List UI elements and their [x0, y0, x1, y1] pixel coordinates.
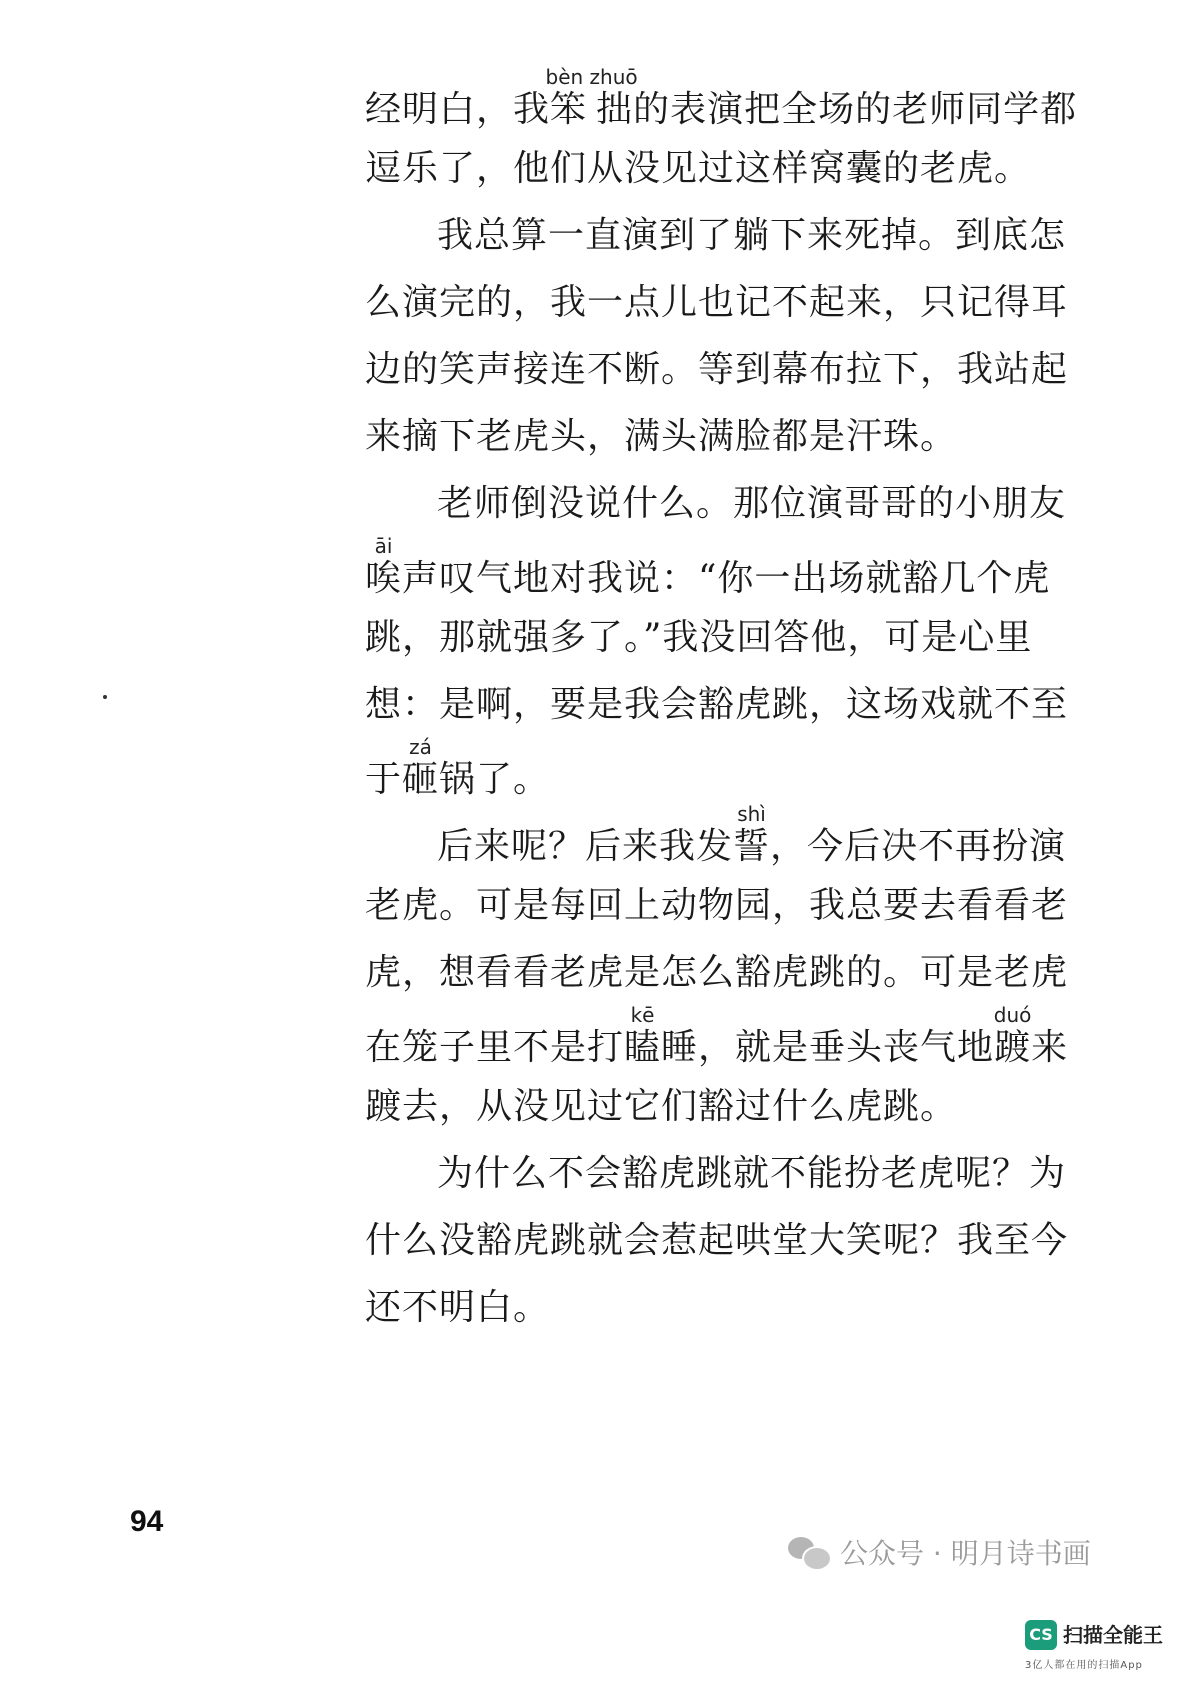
text-segment: 睡，就是垂头丧气地 — [661, 1027, 995, 1068]
pinyin-annotated-word: 瞌kē — [624, 1003, 662, 1068]
text-segment: 来 — [1031, 1027, 1069, 1068]
pinyin-annotated-word: 笨拙bèn zhuō — [545, 65, 638, 130]
text-line — [365, 671, 1069, 738]
wechat-icon — [788, 1535, 830, 1569]
pinyin-annotated-word: 踱duó — [993, 1003, 1032, 1068]
text-segment: 踱去，从没见过它们豁过什么虎跳。 — [365, 1086, 958, 1127]
paragraph — [365, 802, 1069, 1140]
text-segment: 我总算一直演到了躺下来死掉。到底怎 — [437, 215, 1067, 256]
text-line — [365, 939, 1069, 1006]
text-segment: 跳，那就强多了。”我没回答他，可是心里 — [365, 617, 1033, 658]
text-line — [365, 65, 1078, 135]
pinyin-annotation: kē — [624, 1003, 662, 1027]
text-segment: 逗乐了，他们从没见过这样窝囊的老虎。 — [365, 148, 1032, 189]
text-segment: 后来呢？后来我发 — [437, 826, 734, 867]
scan-speck — [103, 695, 107, 699]
text-segment: 想：是啊，要是我会豁虎跳，这场戏就不至 — [365, 684, 1069, 725]
pinyin-annotated-word: 誓shì — [733, 802, 771, 867]
text-line — [365, 1207, 1069, 1274]
text-line — [365, 1003, 1069, 1073]
text-line — [365, 202, 1067, 269]
text-line — [365, 1140, 1067, 1207]
scanner-app-tagline: 3亿人都在用的扫描App — [1025, 1660, 1143, 1671]
paragraph — [365, 65, 1078, 202]
watermark-text: 公众号 · 明月诗书画 — [840, 1537, 1091, 1570]
text-segment: 为什么不会豁虎跳就不能扮老虎呢？为 — [437, 1153, 1067, 1194]
text-line — [365, 1274, 1045, 1341]
wechat-watermark — [788, 1530, 1091, 1574]
text-segment: 声叹气地对我说：“你一出场就豁几个虎 — [402, 558, 1051, 599]
text-segment: 边的笑声接连不断。等到幕布拉下，我站起 — [365, 349, 1069, 390]
text-segment: ，今后决不再扮演 — [770, 826, 1067, 867]
text-line — [365, 735, 1045, 805]
text-line — [365, 470, 1067, 537]
text-line — [365, 135, 1045, 202]
text-line — [365, 336, 1069, 403]
text-segment: 老虎。可是每回上动物园，我总要去看看老 — [365, 885, 1069, 926]
text-line — [365, 802, 1067, 872]
pinyin-annotated-word: 唉āi — [365, 534, 403, 599]
pinyin-annotation: zá — [402, 735, 440, 759]
text-segment: 于 — [365, 759, 403, 800]
cs-logo-icon: CS — [1025, 1620, 1057, 1650]
pinyin-annotation: bèn zhuō — [545, 65, 638, 89]
pinyin-annotation: shì — [733, 802, 771, 826]
text-segment: 来摘下老虎头，满头满脸都是汗珠。 — [365, 416, 958, 457]
text-segment: 虎，想看看老虎是怎么豁虎跳的。可是老虎 — [365, 952, 1069, 993]
text-segment: 经明白，我 — [365, 89, 551, 130]
paragraph — [365, 1140, 1069, 1341]
text-segment: 在笼子里不是打 — [365, 1027, 625, 1068]
pinyin-annotated-word: 砸zá — [402, 735, 440, 800]
pinyin-annotation: āi — [365, 534, 402, 558]
text-segment: 老师倒没说什么。那位演哥哥的小朋友 — [437, 483, 1067, 524]
text-line — [365, 403, 1045, 470]
paragraph — [365, 470, 1069, 805]
page-number: 94 — [130, 1505, 164, 1538]
text-line — [365, 604, 1045, 671]
text-segment: 还不明白。 — [365, 1287, 551, 1328]
scanner-badge — [1025, 1616, 1175, 1676]
text-segment: 锅了。 — [439, 759, 551, 800]
text-line — [365, 269, 1069, 336]
pinyin-annotation: duó — [993, 1003, 1032, 1027]
text-line — [365, 872, 1069, 939]
text-segment: 么演完的，我一点儿也记不起来，只记得耳 — [365, 282, 1069, 323]
text-line — [365, 534, 1051, 604]
text-segment: 的表演把全场的老师同学都 — [633, 89, 1078, 130]
scanner-app-name: 扫描全能王 — [1063, 1623, 1163, 1647]
body-text — [365, 65, 1078, 1341]
paragraph — [365, 202, 1069, 470]
text-segment: 什么没豁虎跳就会惹起哄堂大笑呢？我至今 — [365, 1220, 1069, 1261]
text-line — [365, 1073, 1045, 1140]
